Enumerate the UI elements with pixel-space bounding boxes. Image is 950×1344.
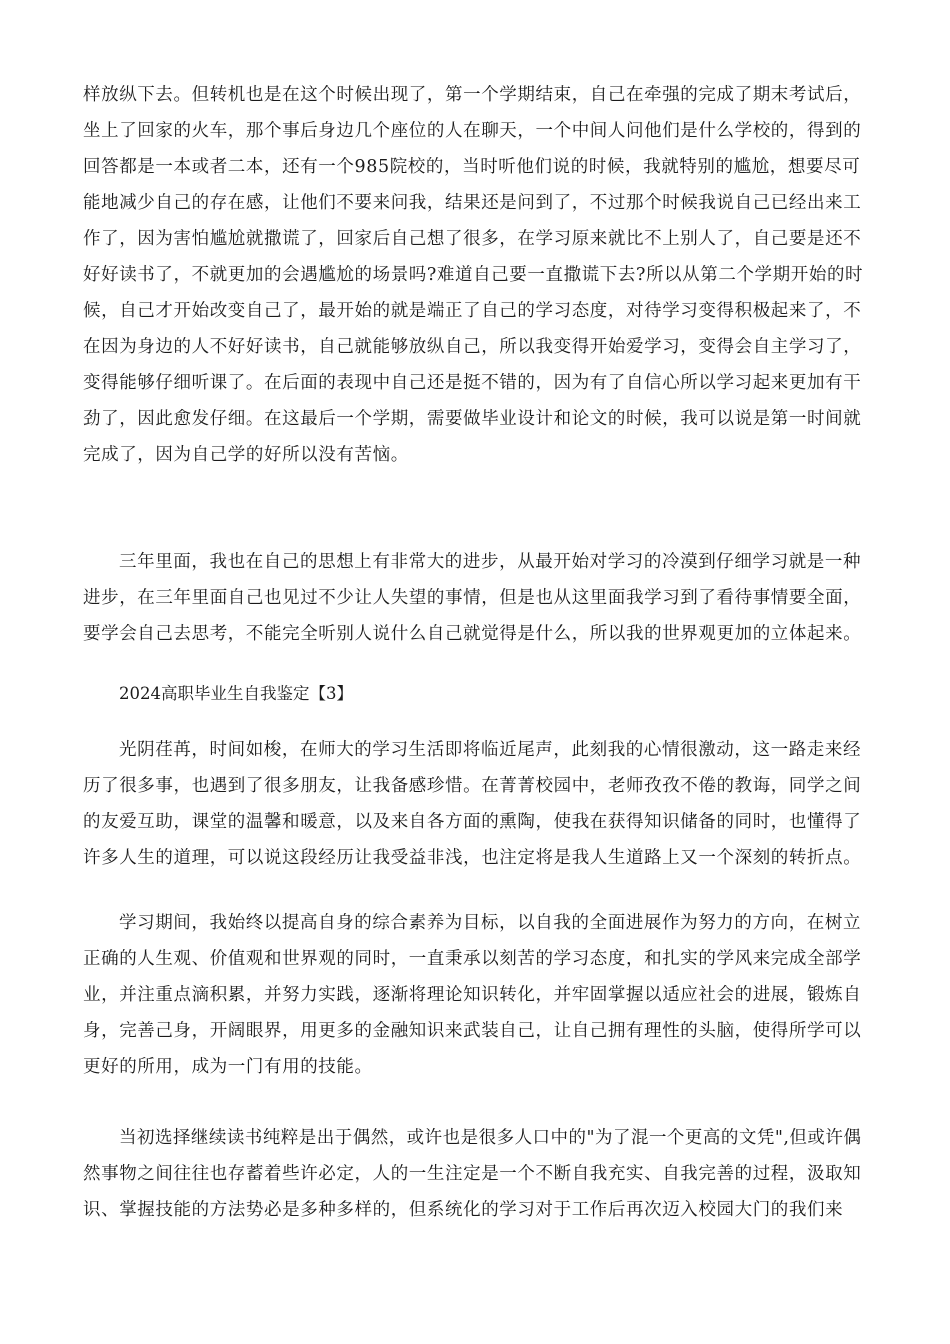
text-line: 身，完善己身，开阔眼界，用更多的金融知识来武装自己，让自己拥有理性的头脑，使得所学可以 [83, 1021, 862, 1041]
text-line: 然事物之间往往也存蓄着些许必定，人的一生注定是一个不断自我充实、自我完善的过程，汲取知 [83, 1164, 862, 1184]
text-line: 劲了，因此愈发仔细。在这最后一个学期，需要做毕业设计和论文的时候，我可以说是第一时间就 [83, 409, 862, 429]
text-line: 变得能够仔细听课了。在后面的表现中自己还是挺不错的，因为有了自信心所以学习起来更加有干 [83, 373, 862, 393]
text-line: 正确的人生观、价值观和世界观的同时，一直秉承以刻苦的学习态度，和扎实的学风来完成全部学 [83, 949, 862, 969]
text-line: 候，自己才开始改变自己了，最开始的就是端正了自己的学习态度，对待学习变得积极起来了，不 [83, 301, 862, 321]
text-line: 光阴荏苒，时间如梭，在师大的学习生活即将临近尾声，此刻我的心情很激动，这一路走来经 [119, 740, 862, 760]
paragraph-1 [83, 77, 863, 473]
text-line: 好好读书了，不就更加的会遇尴尬的场景吗?难道自己要一直撒谎下去?所以从第二个学期开始的时 [83, 265, 864, 285]
text-line: 作了，因为害怕尴尬就撒谎了，回家后自己想了很多，在学习原来就比不上别人了，自己要是还不 [83, 229, 862, 249]
text-line: 学习期间，我始终以提高自身的综合素养为目标，以自我的全面进展作为努力的方向，在树立 [119, 913, 862, 933]
text-line: 在因为身边的人不好好读书，自己就能够放纵自己，所以我变得开始爱学习，变得会自主学习了， [83, 337, 862, 357]
text-line: 能地减少自己的存在感，让他们不要来问我，结果还是问到了，不过那个时候我说自己已经出来工 [83, 193, 862, 213]
text-line: 更好的所用，成为一门有用的技能。 [83, 1057, 373, 1077]
paragraph-3 [83, 732, 863, 876]
text-line: 进步，在三年里面自己也见过不少让人失望的事情，但是也从这里面我学习到了看待事情要全面， [83, 588, 862, 608]
paragraph-5 [83, 1120, 863, 1228]
text-line: 识、掌握技能的方法势必是多种多样的，但系统化的学习对于工作后再次迈入校园大门的我们来 [83, 1200, 844, 1220]
text-line: 完成了，因为自己学的好所以没有苦恼。 [83, 445, 409, 465]
paragraph-2 [83, 544, 863, 652]
text-line: 当初选择继续读书纯粹是出于偶然，或许也是很多人口中的"为了混一个更高的文凭",但或许偶 [119, 1128, 862, 1148]
text-line: 回答都是一本或者二本，还有一个985院校的，当时听他们说的时候，我就特别的尴尬，想要尽可 [83, 157, 861, 177]
text-line: 样放纵下去。但转机也是在这个时候出现了，第一个学期结束，自己在牵强的完成了期末考试后， [83, 85, 862, 105]
text-line: 许多人生的道理，可以说这段经历让我受益非浅，也注定将是我人生道路上又一个深刻的转折点。 [83, 848, 862, 868]
section-heading: 2024高职毕业生自我鉴定【3】 [119, 684, 353, 703]
text-line: 坐上了回家的火车，那个事后身边几个座位的人在聊天，一个中间人问他们是什么学校的，得到的 [83, 121, 862, 141]
text-line: 业，并注重点滴积累，并努力实践，逐渐将理论知识转化，并牢固掌握以适应社会的进展，锻炼自 [83, 985, 862, 1005]
text-line: 的友爱互助，课堂的温馨和暖意，以及来自各方面的熏陶，使我在获得知识储备的同时，也懂得了 [83, 812, 862, 832]
text-line: 历了很多事，也遇到了很多朋友，让我备感珍惜。在菁菁校园中，老师孜孜不倦的教诲，同学之间 [83, 776, 862, 796]
text-line: 要学会自己去思考，不能完全听别人说什么自己就觉得是什么，所以我的世界观更加的立体起来。 [83, 624, 862, 644]
text-line: 三年里面，我也在自己的思想上有非常大的进步，从最开始对学习的冷漠到仔细学习就是一种 [119, 552, 862, 572]
paragraph-4 [83, 905, 863, 1085]
